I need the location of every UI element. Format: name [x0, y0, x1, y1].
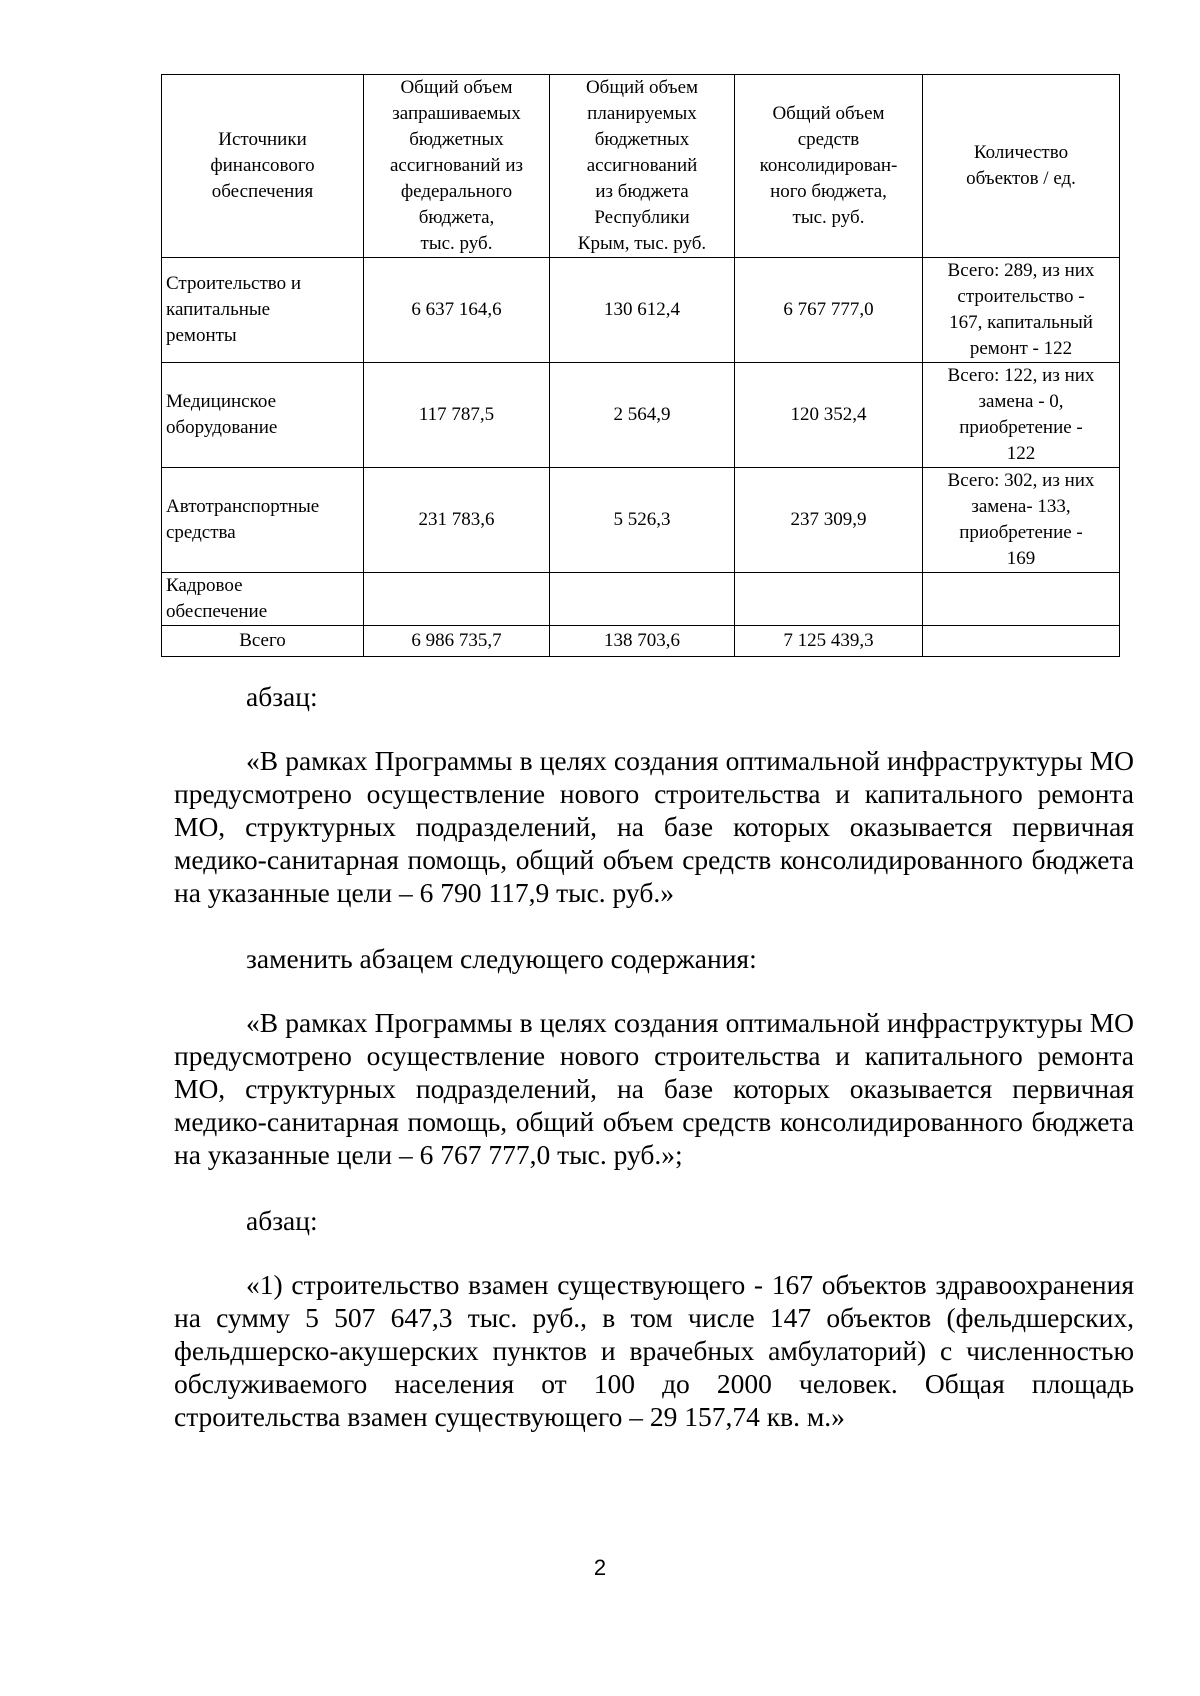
total-count: [923, 626, 1120, 657]
cell-consolidated: 6 767 777,0: [735, 258, 923, 363]
cell-crimea: [550, 573, 735, 626]
total-crimea: 138 703,6: [550, 626, 735, 657]
header-crimea-budget: Общий объем планируемых бюджетных ассигнований из бюджета Республики Крым, тыс. руб.: [550, 75, 735, 258]
cell-crimea: 130 612,4: [550, 258, 735, 363]
new-paragraph: «В рамках Программы в целях создания оптимальной инфраструктуры МО предусмотрено осуществление нового строительства и капитального ремонта МО, структурных подразделений, на базе которых оказывается первичная медико-санитарная помощь, общий объем средств консолидированного бюджета на указанные цели – 6 767 777,0 тыс. руб.»;: [174, 1007, 1134, 1170]
cell-count: Всего: 289, из них строительство - 167, капитальный ремонт - 122: [923, 258, 1120, 363]
cell-consolidated: 120 352,4: [735, 363, 923, 468]
header-object-count: Количество объектов / ед.: [923, 75, 1120, 258]
total-federal: 6 986 735,7: [364, 626, 550, 657]
header-federal-budget: Общий объем запрашиваемых бюджетных ассигнований из федерального бюджета, тыс. руб.: [364, 75, 550, 258]
cell-source: Медицинское оборудование: [162, 363, 364, 468]
table-row: [162, 258, 1120, 363]
paragraph-label-2: абзац:: [246, 1205, 318, 1236]
cell-federal: 6 637 164,6: [364, 258, 550, 363]
table-header-row: [162, 75, 1120, 258]
financing-table: [161, 74, 1120, 657]
table-row: [162, 573, 1120, 626]
cell-count: [923, 573, 1120, 626]
cell-federal: 117 787,5: [364, 363, 550, 468]
table-row: [162, 468, 1120, 573]
table-row: [162, 363, 1120, 468]
cell-federal: 231 783,6: [364, 468, 550, 573]
cell-source: Строительство и капитальные ремонты: [162, 258, 364, 363]
cell-consolidated: [735, 573, 923, 626]
header-consolidated-budget: Общий объем средств консолидирован- ного бюджета, тыс. руб.: [735, 75, 923, 258]
total-label: Всего: [162, 626, 364, 657]
header-sources: Источники финансового обеспечения: [162, 75, 364, 258]
old-paragraph: «В рамках Программы в целях создания оптимальной инфраструктуры МО предусмотрено осуществление нового строительства и капитального ремонта МО, структурных подразделений, на базе которых оказывается первичная медико-санитарная помощь, общий объем средств консолидированного бюджета на указанные цели – 6 790 117,9 тыс. руб.»: [174, 745, 1134, 908]
construction-paragraph: «1) строительство взамен существующего - 167 объектов здравоохранения на сумму 5 507 647,3 тыс. руб., в том числе 147 объектов (фельдшерских, фельдшерско-акушерских пунктов и врачебных амбулаторий) с численностью обслуживаемого населения от 100 до 2000 человек. Общая площадь строительства взамен существующего – 29 157,74 кв. м.»: [174, 1269, 1134, 1432]
cell-federal: [364, 573, 550, 626]
table-total-row: [162, 626, 1120, 657]
paragraph-label: абзац:: [246, 681, 318, 712]
page-number: 2: [593, 1555, 607, 1580]
cell-count: Всего: 302, из них замена- 133, приобретение - 169: [923, 468, 1120, 573]
total-consolidated: 7 125 439,3: [735, 626, 923, 657]
cell-count: Всего: 122, из них замена - 0, приобретение - 122: [923, 363, 1120, 468]
replace-instruction: заменить абзацем следующего содержания:: [246, 943, 757, 974]
cell-consolidated: 237 309,9: [735, 468, 923, 573]
cell-crimea: 5 526,3: [550, 468, 735, 573]
cell-crimea: 2 564,9: [550, 363, 735, 468]
cell-source: Кадровое обеспечение: [162, 573, 364, 626]
cell-source: Автотранспортные средства: [162, 468, 364, 573]
